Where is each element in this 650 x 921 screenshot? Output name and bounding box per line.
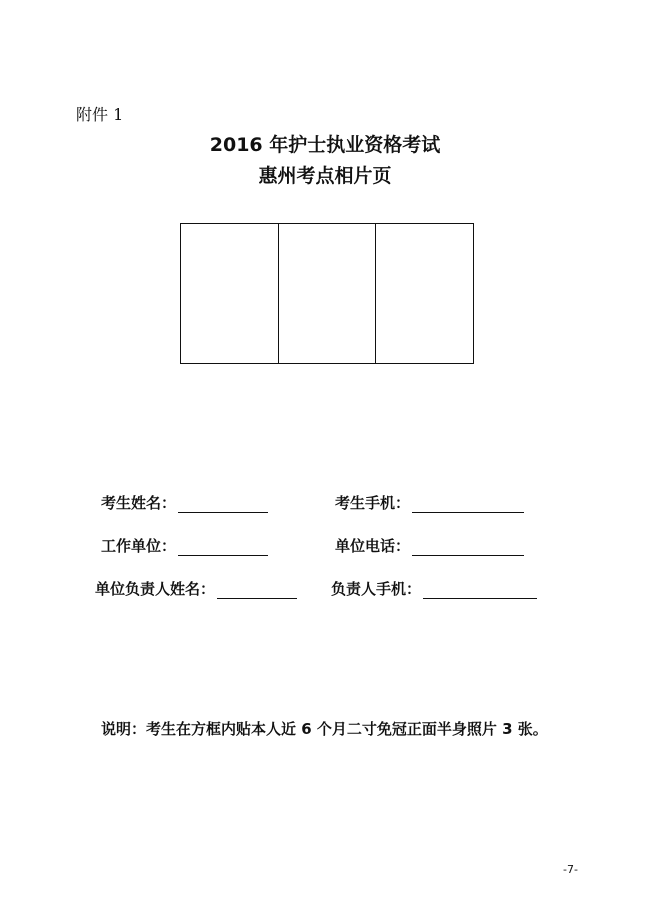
photo-slot-2 (279, 224, 377, 363)
field-blank-line (412, 496, 524, 513)
field-blank-line (178, 539, 268, 556)
field-blank-line (178, 496, 268, 513)
attachment-label: 附件 1 (76, 105, 124, 124)
photo-slot-1 (181, 224, 279, 363)
field-label: 单位电话： (335, 537, 411, 555)
field-unit-phone (335, 535, 524, 556)
field-label: 工作单位： (101, 537, 177, 555)
field-candidate-phone (335, 492, 524, 513)
field-label: 考生手机： (335, 494, 411, 512)
instruction-note: 说明：考生在方框内贴本人近 6 个月二寸免冠正面半身照片 3 张。 (101, 720, 548, 738)
page-number: -7- (563, 863, 578, 876)
field-work-unit (101, 535, 268, 556)
field-unit-leader-name (95, 578, 297, 599)
field-label: 考生姓名： (101, 494, 177, 512)
field-blank-line (423, 582, 537, 599)
document-title: 2016 年护士执业资格考试 (209, 134, 441, 156)
document-subtitle: 惠州考点相片页 (258, 165, 392, 187)
field-blank-line (412, 539, 524, 556)
photo-frame-group (180, 223, 474, 364)
field-leader-phone (331, 578, 537, 599)
field-label: 单位负责人姓名： (95, 580, 216, 598)
field-candidate-name (101, 492, 268, 513)
field-label: 负责人手机： (331, 580, 422, 598)
field-blank-line (217, 582, 297, 599)
photo-slot-3 (376, 224, 473, 363)
